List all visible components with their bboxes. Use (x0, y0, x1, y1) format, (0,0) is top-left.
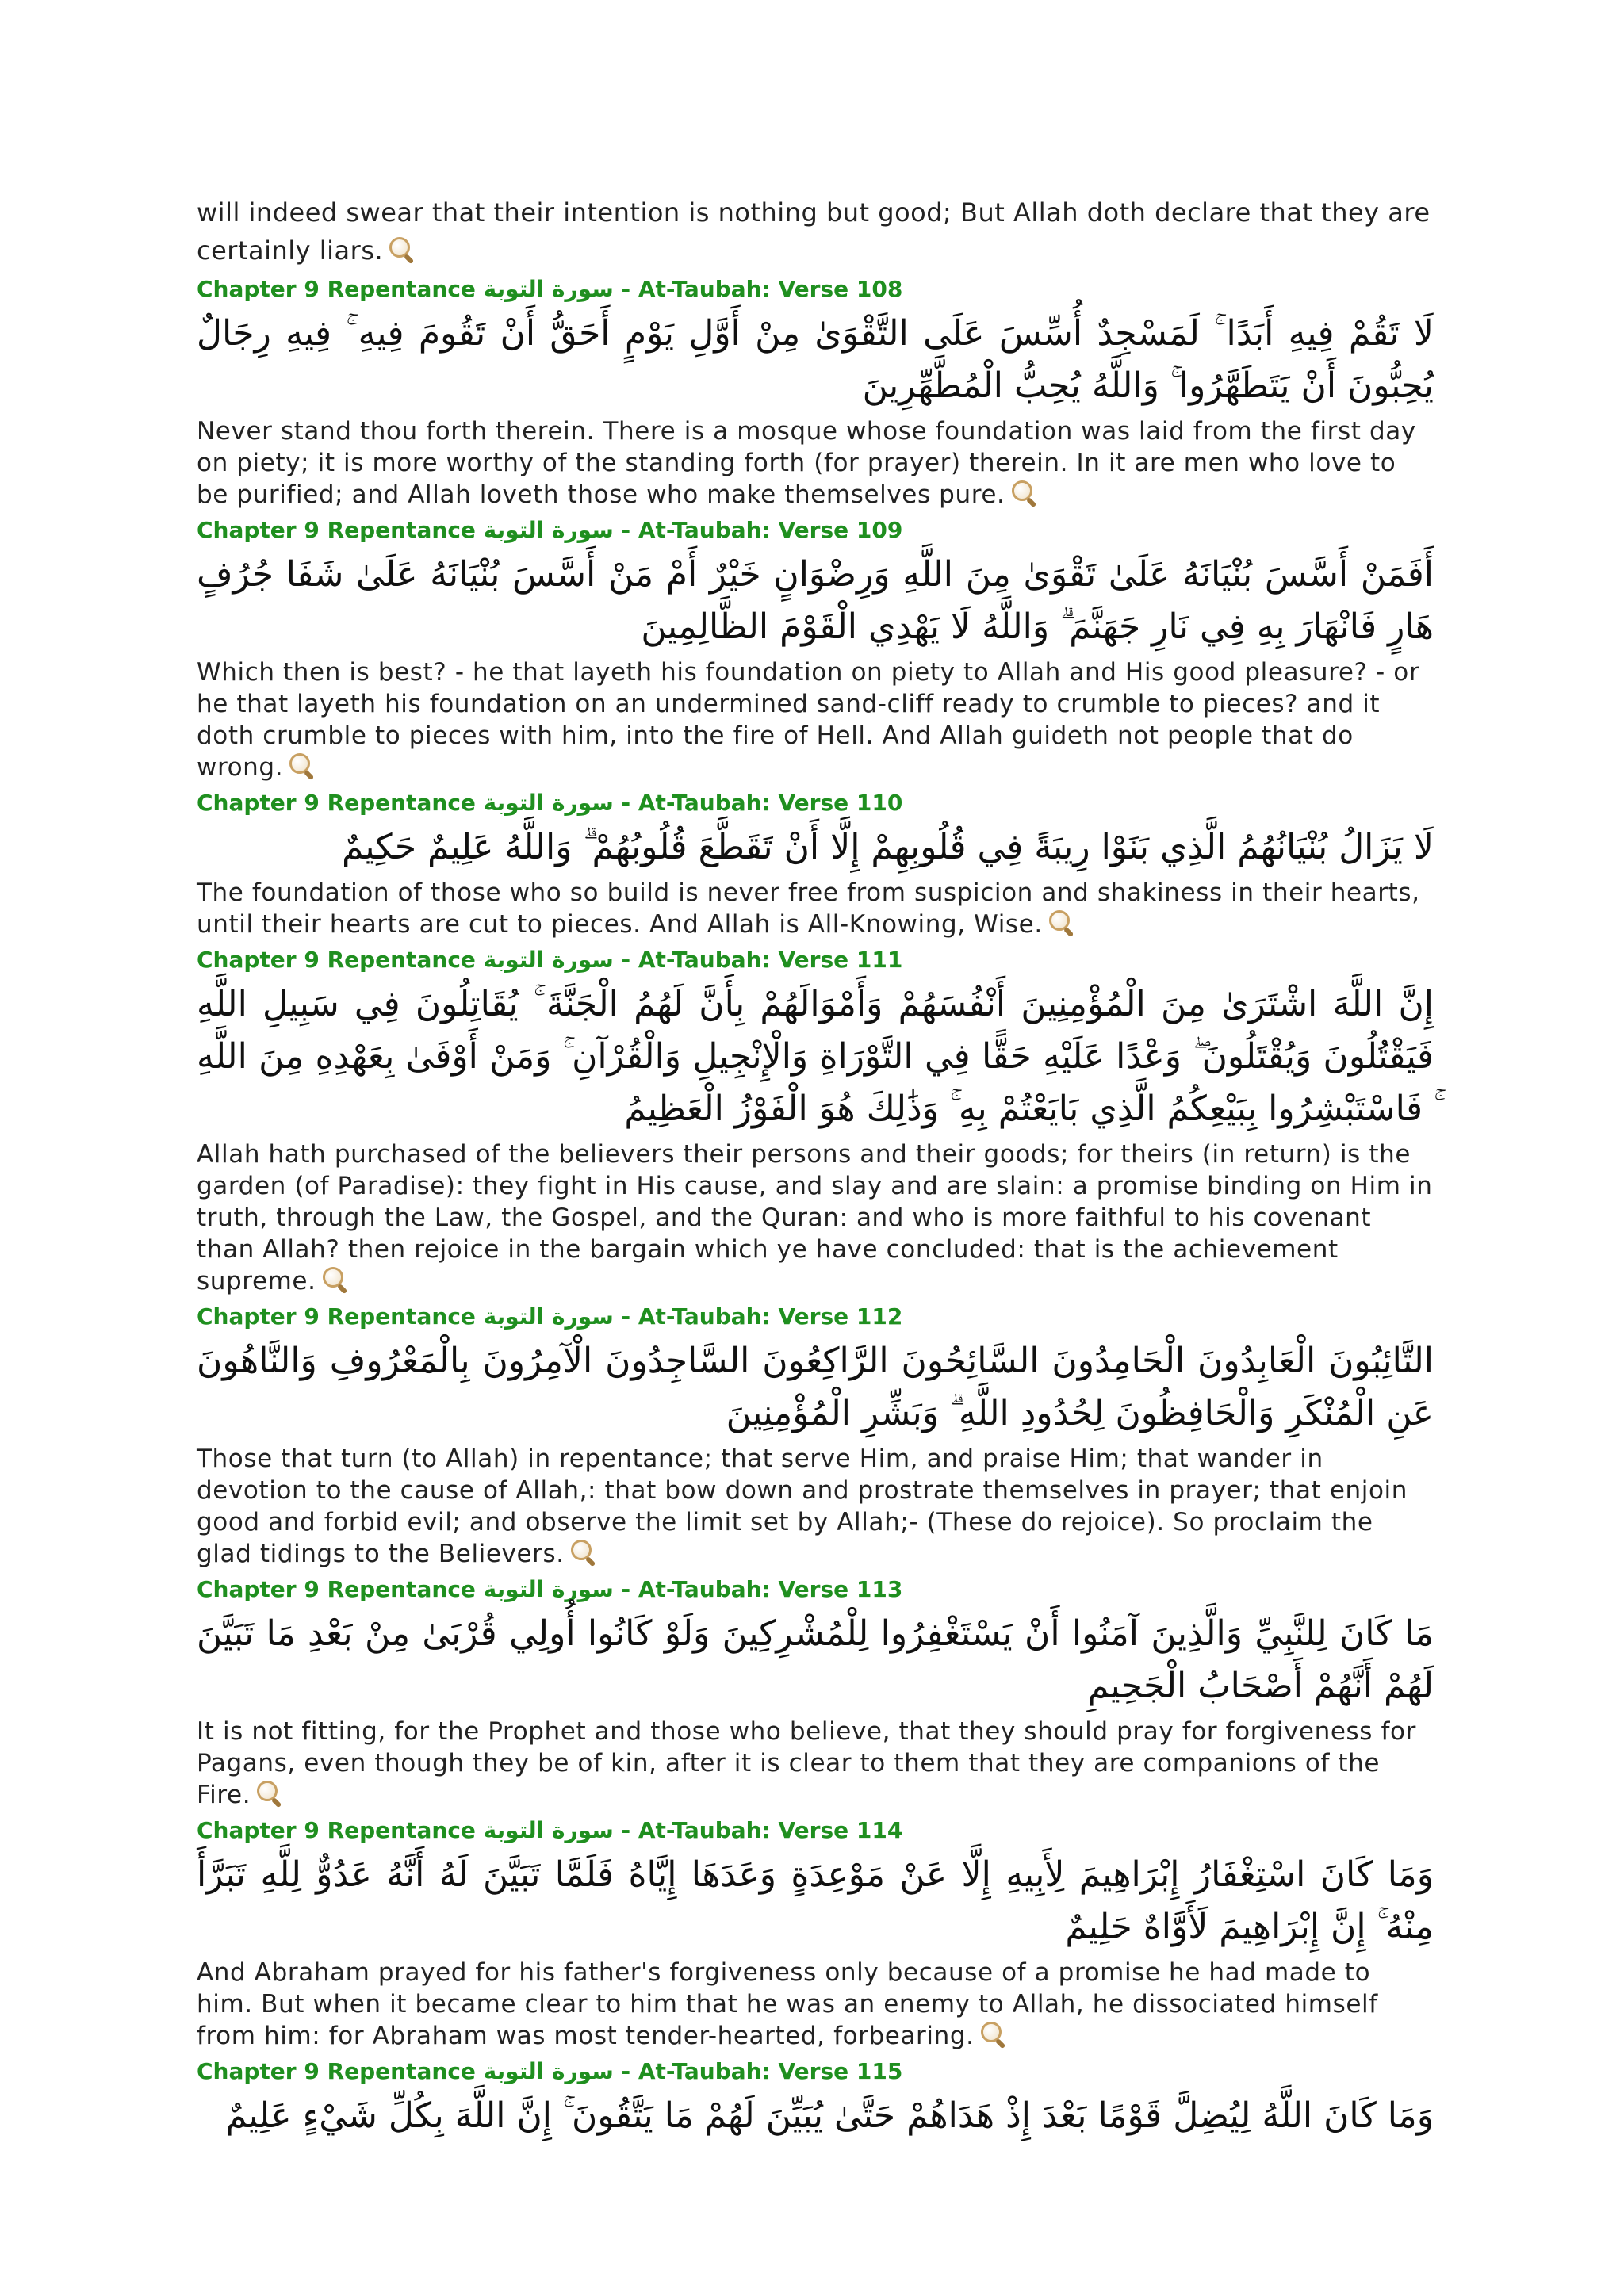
magnifier-icon[interactable] (321, 1265, 348, 1292)
verse-translation: The foundation of those who so build is never free from suspicion and shakiness in their hearts, until their hearts are cut to pieces. And Allah is All-Knowing, Wise. (197, 878, 1420, 939)
magnifier-icon[interactable] (388, 235, 415, 262)
verse-heading: Chapter 9 Repentance سورة التوبة - At-Taubah: Verse 114 (197, 1817, 903, 1843)
verse-heading: Chapter 9 Repentance سورة التوبة - At-Taubah: Verse 115 (197, 2058, 903, 2084)
verse-110 (197, 788, 1434, 940)
magnifier-icon[interactable] (569, 1538, 596, 1565)
verse-112 (197, 1302, 1434, 1570)
magnifier-icon[interactable] (979, 2020, 1006, 2047)
verse-heading: Chapter 9 Repentance سورة التوبة - At-Taubah: Verse 110 (197, 790, 903, 816)
verse-translation: It is not fitting, for the Prophet and those who believe, that they should pray for forgiveness for Pagans, even though they be of kin, after it is clear to them that they are companions of the Fire. (197, 1717, 1416, 1809)
verse-heading: Chapter 9 Repentance سورة التوبة - At-Taubah: Verse 112 (197, 1303, 903, 1330)
verse-108 (197, 274, 1434, 511)
magnifier-icon[interactable] (1010, 479, 1037, 506)
verse-114 (197, 1816, 1434, 2052)
document-page (197, 193, 1434, 2145)
arabic-text: لَا تَقُمْ فِيهِ أَبَدًا ۚ لَمَسْجِدٌ أُسِّسَ عَلَى التَّقْوَىٰ مِنْ أَوَّلِ يَوْمٍ أَحَقُّ أَنْ تَقُومَ فِيهِ ۚ فِيهِ رِجَالٌ يُحِبُّونَ أَنْ يَتَطَهَّرُوا ۚ وَاللَّهُ يُحِبُّ الْمُطَّهِّرِينَ (197, 313, 1434, 406)
arabic-text: وَمَا كَانَ اسْتِغْفَارُ إِبْرَاهِيمَ لِأَبِيهِ إِلَّا عَنْ مَوْعِدَةٍ وَعَدَهَا إِيَّاهُ فَلَمَّا تَبَيَّنَ لَهُ أَنَّهُ عَدُوٌّ لِلَّهِ تَبَرَّأَ مِنْهُ ۚ إِنَّ إِبْرَاهِيمَ لَأَوَّاهٌ حَلِيمٌ (197, 1854, 1434, 1947)
verse-translation: And Abraham prayed for his father's forgiveness only because of a promise he had made to him. But when it became clear to him that he was an enemy to Allah, he dissociated himself from him: for Abraham was most tender-hearted, forbearing. (197, 1958, 1378, 2050)
lead-translation: will indeed swear that their intention is nothing but good; But Allah doth declare that they are certainly liars. (197, 197, 1431, 266)
verse-translation: Never stand thou forth therein. There is a mosque whose foundation was laid from the first day on piety; it is more worthy of the standing forth (for prayer) therein. In it are men who love to be purified; and Allah loveth those who make themselves pure. (197, 417, 1416, 509)
verse-109 (197, 515, 1434, 783)
verse-heading: Chapter 9 Repentance سورة التوبة - At-Taubah: Verse 111 (197, 947, 903, 973)
magnifier-icon[interactable] (1048, 909, 1074, 936)
magnifier-icon[interactable] (255, 1779, 282, 1806)
arabic-text: إِنَّ اللَّهَ اشْتَرَىٰ مِنَ الْمُؤْمِنِينَ أَنْفُسَهُمْ وَأَمْوَالَهُمْ بِأَنَّ لَهُمُ الْجَنَّةَ ۚ يُقَاتِلُونَ فِي سَبِيلِ اللَّهِ فَيَقْتُلُونَ وَيُقْتَلُونَ ۖ وَعْدًا عَلَيْهِ حَقًّا فِي التَّوْرَاةِ وَالْإِنْجِيلِ وَالْقُرْآنِ ۚ وَمَنْ أَوْفَىٰ بِعَهْدِهِ مِنَ اللَّهِ ۚ فَاسْتَبْشِرُوا بِبَيْعِكُمُ الَّذِي بَايَعْتُمْ بِهِ ۚ وَذَٰلِكَ هُوَ الْفَوْزُ الْعَظِيمُ (197, 984, 1434, 1129)
magnifier-icon[interactable] (288, 752, 315, 779)
verse-heading: Chapter 9 Repentance سورة التوبة - At-Taubah: Verse 108 (197, 276, 903, 302)
verse-translation: Which then is best? - he that layeth his foundation on piety to Allah and His good pleasure? - or he that layeth his foundation on an undermined sand-cliff ready to crumble to pieces? and it doth crumble to pieces with him, into the fire of Hell. And Allah guideth not people that do wrong. (197, 658, 1420, 782)
verse-heading: Chapter 9 Repentance سورة التوبة - At-Taubah: Verse 113 (197, 1576, 903, 1602)
verse-111 (197, 945, 1434, 1297)
arabic-text: أَفَمَنْ أَسَّسَ بُنْيَانَهُ عَلَىٰ تَقْوَىٰ مِنَ اللَّهِ وَرِضْوَانٍ خَيْرٌ أَمْ مَنْ أَسَّسَ بُنْيَانَهُ عَلَىٰ شَفَا جُرُفٍ هَارٍ فَانْهَارَ بِهِ فِي نَارِ جَهَنَّمَ ۗ وَاللَّهُ لَا يَهْدِي الْقَوْمَ الظَّالِمِينَ (197, 554, 1434, 647)
verse-113 (197, 1575, 1434, 1811)
arabic-text: مَا كَانَ لِلنَّبِيِّ وَالَّذِينَ آمَنُوا أَنْ يَسْتَغْفِرُوا لِلْمُشْرِكِينَ وَلَوْ كَانُوا أُولِي قُرْبَىٰ مِنْ بَعْدِ مَا تَبَيَّنَ لَهُمْ أَنَّهُمْ أَصْحَابُ الْجَحِيمِ (197, 1613, 1434, 1706)
arabic-text: التَّائِبُونَ الْعَابِدُونَ الْحَامِدُونَ السَّائِحُونَ الرَّاكِعُونَ السَّاجِدُونَ الْآمِرُونَ بِالْمَعْرُوفِ وَالنَّاهُونَ عَنِ الْمُنْكَرِ وَالْحَافِظُونَ لِحُدُودِ اللَّهِ ۗ وَبَشِّرِ الْمُؤْمِنِينَ (197, 1341, 1434, 1433)
verse-115 (197, 2057, 1434, 2142)
verse-translation: Allah hath purchased of the believers their persons and their goods; for theirs (in return) is the garden (of Paradise): they fight in His cause, and slay and are slain: a promise binding on Him in truth, through the Law, the Gospel, and the Quran: and who is more faithful to his covenant than Allah? then rejoice in the bargain which ye have concluded: that is the achievement supreme. (197, 1140, 1433, 1295)
verse-heading: Chapter 9 Repentance سورة التوبة - At-Taubah: Verse 109 (197, 517, 903, 543)
arabic-text: وَمَا كَانَ اللَّهُ لِيُضِلَّ قَوْمًا بَعْدَ إِذْ هَدَاهُمْ حَتَّىٰ يُبَيِّنَ لَهُمْ مَا يَتَّقُونَ ۚ إِنَّ اللَّهَ بِكُلِّ شَيْءٍ عَلِيمٌ (225, 2095, 1434, 2136)
arabic-text: لَا يَزَالُ بُنْيَانُهُمُ الَّذِي بَنَوْا رِيبَةً فِي قُلُوبِهِمْ إِلَّا أَنْ تَقَطَّعَ قُلُوبُهُمْ ۗ وَاللَّهُ عَلِيمٌ حَكِيمٌ (342, 827, 1434, 867)
verse-translation: Those that turn (to Allah) in repentance; that serve Him, and praise Him; that wander in devotion to the cause of Allah,: that bow down and prostrate themselves in prayer; that enjoin good and forbid evil; and observe the limit set by Allah;- (These do rejoice). So proclaim the glad tidings to the Believers. (197, 1445, 1408, 1568)
